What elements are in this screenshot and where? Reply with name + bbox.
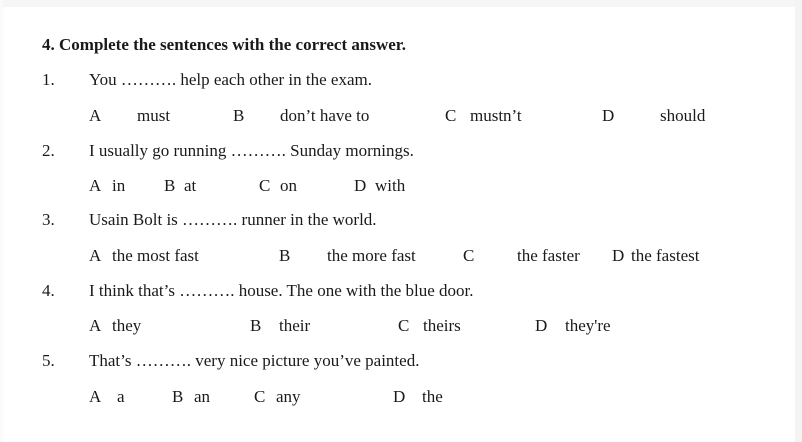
window-right-edge bbox=[795, 0, 802, 442]
option-text[interactable]: any bbox=[276, 387, 301, 406]
window-left-edge bbox=[0, 0, 3, 442]
option-text[interactable]: mustn’t bbox=[470, 106, 522, 125]
question-number: 4. bbox=[42, 281, 55, 300]
option-text[interactable]: the more fast bbox=[327, 246, 416, 265]
question-number: 5. bbox=[42, 351, 55, 370]
window-top-edge bbox=[0, 0, 802, 7]
option-letter: B bbox=[250, 316, 262, 335]
option-letter: B bbox=[233, 106, 245, 125]
question-stem: I think that’s ………. house. The one with the blue door. bbox=[89, 281, 474, 300]
option-letter: C bbox=[463, 246, 475, 265]
option-text[interactable]: should bbox=[660, 106, 706, 125]
question-number: 2. bbox=[42, 141, 55, 160]
question-number: 1. bbox=[42, 70, 55, 89]
option-text[interactable]: the most fast bbox=[112, 246, 199, 265]
option-text[interactable]: in bbox=[112, 176, 126, 195]
option-text[interactable]: must bbox=[137, 106, 171, 125]
option-text[interactable]: on bbox=[280, 176, 297, 195]
option-letter: A bbox=[89, 106, 102, 125]
option-text[interactable]: the faster bbox=[517, 246, 580, 265]
option-text[interactable]: their bbox=[279, 316, 311, 335]
option-letter: D bbox=[612, 246, 625, 265]
option-text[interactable]: at bbox=[184, 176, 197, 195]
option-letter: D bbox=[602, 106, 615, 125]
option-text[interactable]: they bbox=[112, 316, 142, 335]
option-text[interactable]: they're bbox=[565, 316, 611, 335]
option-letter: D bbox=[393, 387, 406, 406]
option-letter: A bbox=[89, 316, 102, 335]
option-letter: B bbox=[164, 176, 176, 195]
option-letter: C bbox=[254, 387, 266, 406]
exercise-title: 4. Complete the sentences with the correct answer. bbox=[42, 35, 406, 54]
question-stem: You ………. help each other in the exam. bbox=[89, 70, 372, 89]
option-text[interactable]: an bbox=[194, 387, 211, 406]
option-letter: C bbox=[445, 106, 457, 125]
option-letter: B bbox=[279, 246, 291, 265]
option-text[interactable]: theirs bbox=[423, 316, 461, 335]
option-text[interactable]: the fastest bbox=[631, 246, 700, 265]
option-text[interactable]: with bbox=[375, 176, 406, 195]
option-letter: C bbox=[398, 316, 410, 335]
option-letter: D bbox=[354, 176, 367, 195]
question-number: 3. bbox=[42, 210, 55, 229]
option-letter: A bbox=[89, 246, 102, 265]
option-letter: B bbox=[172, 387, 184, 406]
option-text[interactable]: don’t have to bbox=[280, 106, 370, 125]
option-letter: A bbox=[89, 176, 102, 195]
option-text[interactable]: the bbox=[422, 387, 443, 406]
option-text[interactable]: a bbox=[117, 387, 125, 406]
option-letter: C bbox=[259, 176, 271, 195]
option-letter: D bbox=[535, 316, 548, 335]
question-stem: That’s ………. very nice picture you’ve painted. bbox=[89, 351, 420, 370]
question-stem: I usually go running ………. Sunday mornings. bbox=[89, 141, 414, 160]
option-letter: A bbox=[89, 387, 102, 406]
question-stem: Usain Bolt is ………. runner in the world. bbox=[89, 210, 377, 229]
